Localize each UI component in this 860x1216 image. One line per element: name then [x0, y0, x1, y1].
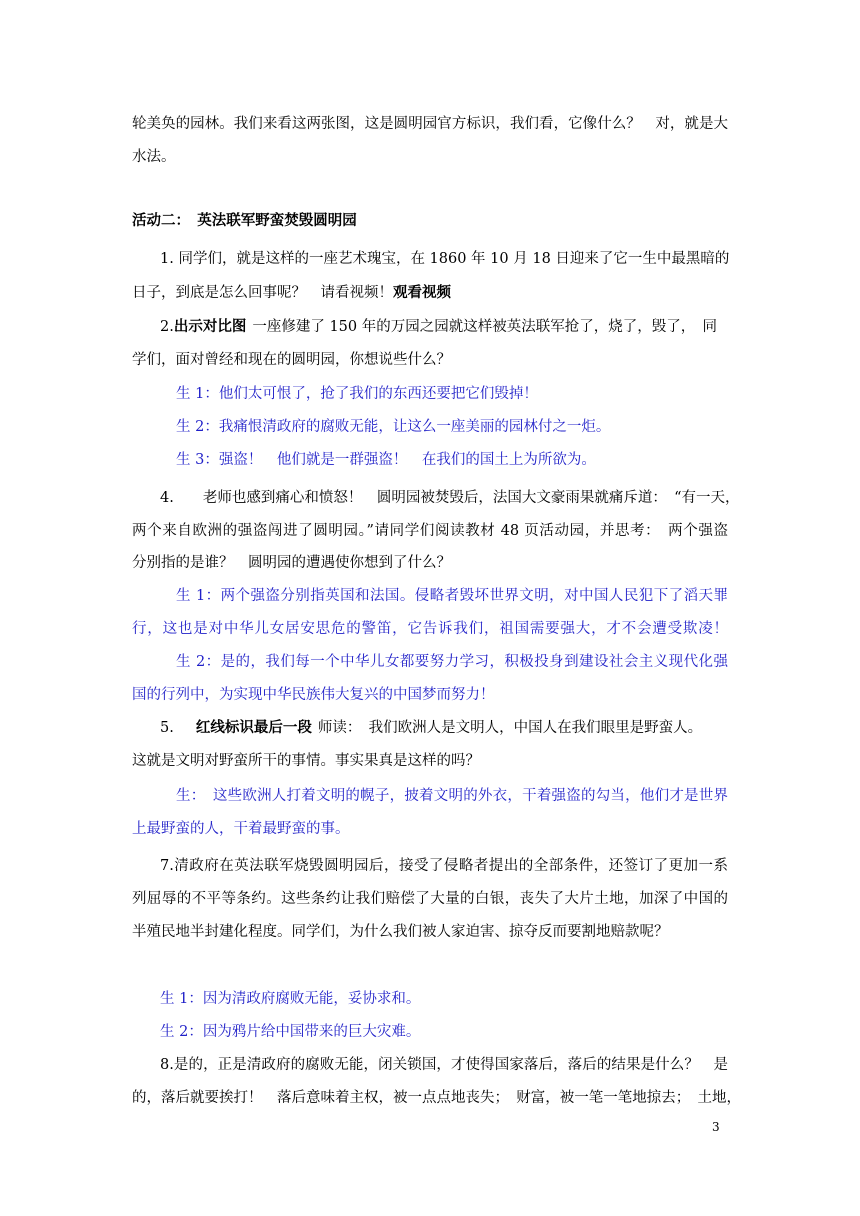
body-line: 学们，面对曾经和现在的圆明园，你想说些什么？ — [132, 352, 451, 368]
body-line: 8.是的，正是清政府的腐败无能，闭关锁国，才使得国家落后，落后的结果是什么？ 是 — [160, 1057, 728, 1073]
body-line: 4. 老师也感到痛心和愤怒！ 圆明园被焚毁后，法国大文豪雨果就痛斥道： “有一天， — [160, 490, 740, 506]
page-number: 3 — [712, 1120, 720, 1134]
body-line: 轮美奂的园林。我们来看这两张图，这是圆明园官方标识，我们看，它像什么？ 对，就是大 — [132, 116, 728, 132]
body-line: 半殖民地半封建化程度。同学们，为什么我们被人家迫害、掠夺反而要割地赔款呢？ — [132, 924, 669, 940]
bold-cue: 观看视频 — [393, 284, 451, 301]
body-text: 师读： 我们欧洲人是文明人，中国人在我们眼里是野蛮人。 — [317, 720, 703, 736]
bold-cue: 出示对比图 — [173, 318, 247, 335]
body-line — [160, 317, 717, 337]
body-line: 分别指的是谁？ 圆明园的遭遇使你想到了什么？ — [132, 555, 451, 571]
item-number: 5. — [160, 720, 174, 736]
body-line: 两个来自欧洲的强盗闯进了圆明园。”请同学们阅读教材 48 页活动园，并思考： 两个强盗 — [132, 523, 728, 539]
student-answer: 生 2：我痛恨清政府的腐败无能，让这么一座美丽的园林付之一炬。 — [176, 419, 611, 435]
student-answer: 生 1：两个强盗分别指英国和法国。侵略者毁坏世界文明，对中国人民犯下了滔天罪 — [176, 588, 728, 604]
student-answer: 生 2：因为鸦片给中国带来的巨大灾难。 — [160, 1024, 421, 1040]
student-answer: 生： 这些欧洲人打着文明的幌子，披着文明的外衣，干着强盗的勾当，他们才是世界 — [176, 788, 728, 804]
student-answer: 生 1：他们太可恨了，抢了我们的东西还要把它们毁掉！ — [176, 386, 538, 402]
body-text: 一座修建了 150 年的万园之园就这样被英法联军抢了，烧了，毁了， 同 — [252, 319, 717, 335]
body-line: 列屈辱的不平等条约。这些条约让我们赔偿了大量的白银，丧失了大片土地，加深了中国的 — [132, 891, 728, 907]
student-answer: 国的行列中，为实现中华民族伟大复兴的中国梦而努力！ — [132, 687, 495, 703]
student-answer: 生 2：是的，我们每一个中华儿女都要努力学习，积极投身到建设社会主义现代化强 — [176, 654, 728, 670]
section-heading: 活动二： 英法联军野蛮焚毁圆明园 — [132, 212, 357, 229]
bold-cue: 红线标识最后一段 — [195, 719, 312, 736]
student-answer: 行，这也是对中华儿女居安思危的警笛，它告诉我们，祖国需要强大，才不会遭受欺凌！ — [132, 621, 728, 637]
student-answer: 上最野蛮的人，干着最野蛮的事。 — [132, 821, 350, 837]
body-line: 7.清政府在英法联军烧毁圆明园后，接受了侵略者提出的全部条件，还签订了更加一系 — [160, 858, 728, 874]
body-line — [132, 283, 451, 303]
student-answer: 生 3：强盗！ 他们就是一群强盗！ 在我们的国土上为所欲为。 — [176, 452, 596, 468]
item-number: 2. — [160, 319, 174, 335]
body-line: 水法。 — [132, 149, 176, 165]
body-line: 的，落后就要挨打！ 落后意味着主权，被一点点地丧失； 财富，被一笔一笔地掠去； 土地， — [132, 1090, 741, 1106]
body-line — [160, 718, 702, 738]
body-line: 这就是文明对野蛮所干的事情。事实果真是这样的吗？ — [132, 753, 480, 769]
body-text: 日子，到底是怎么回事呢？ 请看视频！ — [132, 285, 393, 301]
student-answer: 生 1：因为清政府腐败无能，妥协求和。 — [160, 991, 421, 1007]
body-line: 1. 同学们，就是这样的一座艺术瑰宝，在 1860 年 10 月 18 日迎来了它一生中最黑暗的 — [160, 251, 730, 267]
